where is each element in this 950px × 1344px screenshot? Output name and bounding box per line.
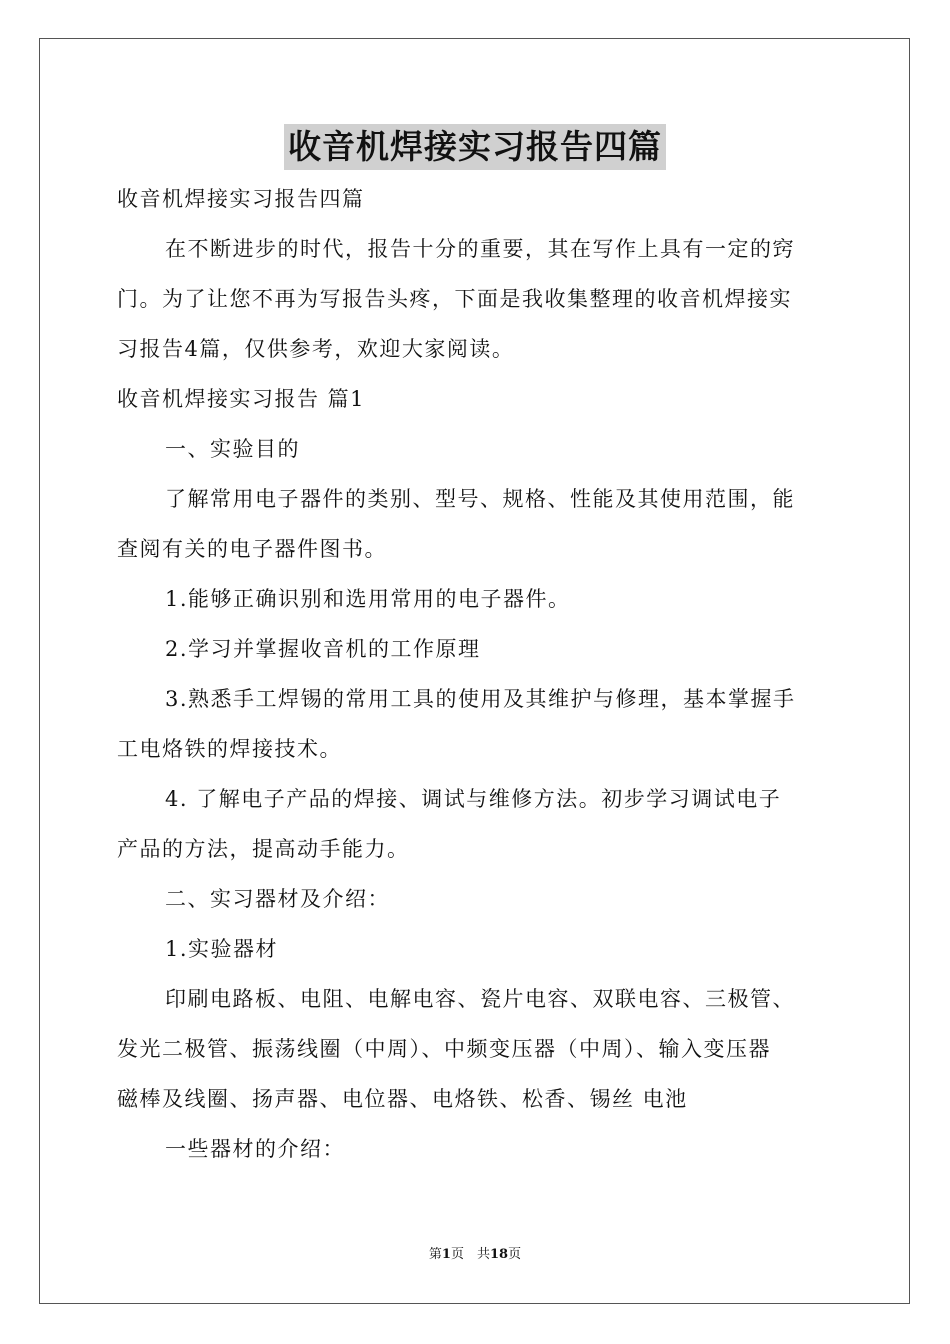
section-heading: 收音机焊接实习报告 篇1 (117, 387, 366, 411)
document-title-wrap (0, 124, 950, 170)
paragraph-line: 查阅有关的电子器件图书。 (117, 537, 387, 561)
subsection-heading: 二、实习器材及介绍： (165, 887, 390, 911)
paragraph-line: 发光二极管、振荡线圈（中周）、中频变压器（中周）、输入变压器 (117, 1037, 771, 1061)
paragraph-line: 磁棒及线圈、扬声器、电位器、电烙铁、松香、锡丝 电池 (117, 1087, 688, 1111)
page-footer (0, 1246, 950, 1264)
list-item-continuation: 产品的方法，提高动手能力。 (117, 837, 410, 861)
paragraph-line: 了解常用电子器件的类别、型号、规格、性能及其使用范围，能 (165, 487, 795, 511)
footer-suffix: 页 (508, 1247, 522, 1262)
list-item: 3.熟悉手工焊锡的常用工具的使用及其维护与修理，基本掌握手 (165, 687, 796, 711)
paragraph-line: 在不断进步的时代，报告十分的重要，其在写作上具有一定的窍 (165, 237, 795, 261)
paragraph-line: 印刷电路板、电阻、电解电容、瓷片电容、双联电容、三极管、 (165, 987, 795, 1011)
subtitle-line: 收音机焊接实习报告四篇 (117, 187, 365, 211)
document-title: 收音机焊接实习报告四篇 (284, 124, 666, 170)
list-item-continuation: 工电烙铁的焊接技术。 (117, 737, 342, 761)
footer-total-pages: 18 (489, 1247, 509, 1262)
footer-mid: 页 共 (450, 1247, 490, 1262)
paragraph-line: 一些器材的介绍： (165, 1137, 345, 1161)
paragraph-line: 习报告4篇，仅供参考，欢迎大家阅读。 (117, 337, 515, 361)
list-item: 1.能够正确识别和选用常用的电子器件。 (165, 587, 571, 611)
list-item: 1.实验器材 (165, 937, 279, 961)
page-border (39, 38, 910, 1304)
list-item: 4. 了解电子产品的焊接、调试与维修方法。初步学习调试电子 (165, 787, 782, 811)
footer-page-number: 1 (441, 1247, 451, 1262)
footer-prefix: 第 (428, 1247, 442, 1262)
list-item: 2.学习并掌握收音机的工作原理 (165, 637, 481, 661)
paragraph-line: 门。为了让您不再为写报告头疼，下面是我收集整理的收音机焊接实 (117, 287, 792, 311)
subsection-heading: 一、实验目的 (165, 437, 300, 461)
